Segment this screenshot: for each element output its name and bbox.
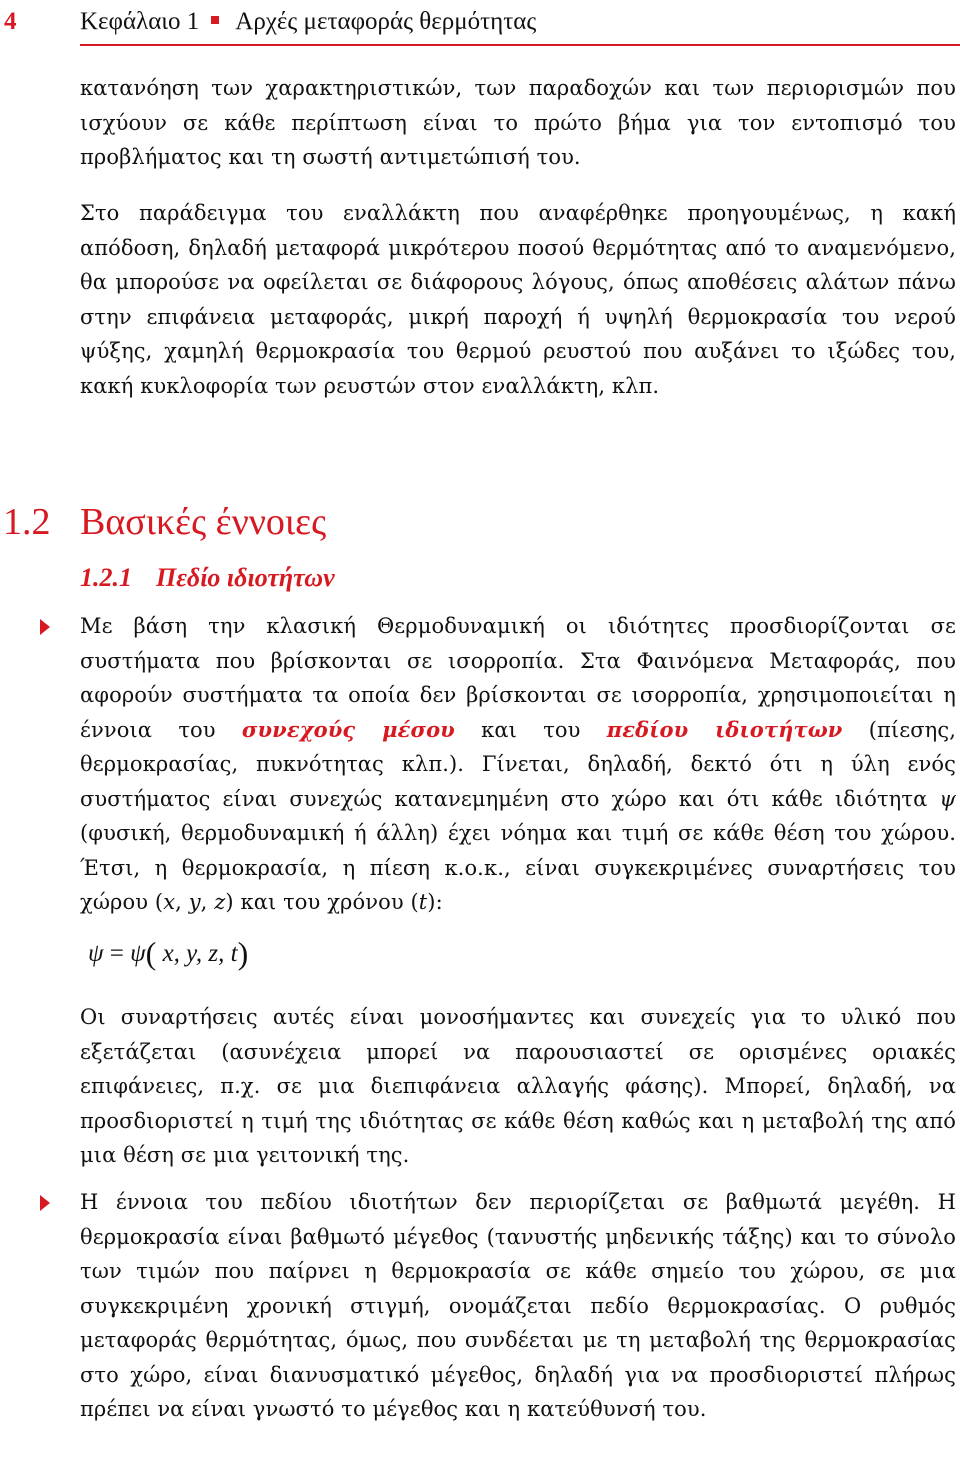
eq-function: ψ — [130, 940, 146, 967]
text-run: ) και του χρόνου ( — [225, 890, 419, 914]
paragraph-exchanger-example: Στο παράδειγμα του εναλλάκτη που αναφέρθηκε προηγουμένως, η κακή απόδοση, δηλαδή μεταφορά μικρότερου ποσού θερμότητας από το αναμενόμενο, θα μπορούσε να οφείλεται σε διάφορους λόγους, όπως αποθέσεις αλάτων πάνω στην επιφάνεια μεταφοράς, μικρή παροχή ή υψηλή θερμοκρασία του νερού ψύξης, χαμηλή θερμοκρασία του θερμού ρευστού που αυξάνει το ιξώδες του, κακή κυκλοφορία των ρευστών στον εναλλάκτη, κλπ. — [80, 201, 956, 398]
paragraph-intro-continuation: κατανόηση των χαρακτηριστικών, των παραδοχών και των περιορισμών που ισχύουν σε κάθε περίπτωση είναι το πρώτο βήμα για τον εντοπισμό του προβλήματος και τη σωστή αντιμετώπισή του. — [80, 76, 956, 169]
header-rule — [80, 44, 960, 46]
text-run: , — [200, 890, 215, 914]
eq-lhs: ψ — [88, 940, 104, 967]
symbol-psi: ψ — [939, 786, 956, 811]
section-heading — [3, 500, 327, 544]
subsection-title: Πεδίο ιδιοτήτων — [156, 563, 335, 592]
symbol-y: y — [188, 890, 201, 914]
page-header — [0, 2, 960, 42]
subsection-heading — [80, 563, 335, 593]
square-bullet-icon — [211, 16, 219, 24]
equation-psi — [88, 935, 248, 972]
eq-arguments: x, y, z, t — [156, 940, 238, 967]
symbol-t: t — [418, 890, 428, 914]
text-run: (φυσική, θερμοδυναμική ή άλλη) έχει νόημα και τιμή σε κάθε θέση του χώρου. Έτσι, η θερμοκρασία, η πίεση κ.ο.κ., είναι συγκεκριμένες συναρτήσεις του χώρου ( — [80, 821, 956, 914]
symbol-x: x — [163, 890, 176, 914]
chapter-title: Αρχές μεταφοράς θερμότητας — [235, 8, 537, 35]
paragraph-vector-fields: Η έννοια του πεδίου ιδιοτήτων δεν περιορίζεται σε βαθμωτά μεγέθη. Η θερμοκρασία είναι βαθμωτό μέγεθος (τανυστής μηδενικής τάξης) και το σύνολο των τιμών που παίρνει η θερμοκρασία σε κάθε σημείο του χώρου, σε μια συγκεκριμένη χρονική στιγμή, ονομάζεται πεδίο θερμοκρασίας. Ο ρυθμός μεταφοράς θερμότητας, όμως, που συνδέεται με τη μεταβολή της θερμοκρασίας στο χώρο, είναι διανυσματικό μέγεθος, δηλαδή για να προσδιοριστεί πλήρως πρέπει να είναι γνωστό το μέγεθος και η κατεύθυνσή του. — [80, 1190, 956, 1421]
section-number: 1.2 — [3, 501, 51, 543]
eq-close-paren: ) — [237, 935, 249, 971]
triangle-bullet-icon — [40, 619, 50, 635]
running-title — [80, 2, 536, 42]
text-run: (πίεσης, θερμοκρασίας, πυκνότητας κλπ.). Γίνεται, δηλαδή, δεκτό ότι η ύλη ενός συστήματος είναι συνεχώς κατανεμημένη στο χώρο και ότι κάθε ιδιότητα — [80, 717, 956, 811]
eq-equals: = — [103, 940, 131, 967]
text-run: και του — [454, 717, 607, 742]
paragraph-continuity: Οι συναρτήσεις αυτές είναι μονοσήμαντες και συνεχείς για το υλικό που εξετάζεται (ασυνέχεια μπορεί να παρουσιαστεί σε ορισμένες οριακές επιφάνειες, π.χ. σε μια διεπιφάνεια αλλαγής φάσης). Μπορεί, δηλαδή, να προσδιοριστεί η τιμή της ιδιότητας σε κάθε θέση καθώς και η μεταβολή της από μια θέση σε μια γειτονική της. — [80, 1005, 956, 1167]
triangle-bullet-icon — [40, 1195, 50, 1211]
text-run: Με βάση την κλασική Θερμοδυναμική οι ιδιότητες προσδιορίζονται σε συστήματα που βρίσκονται σε ισορροπία. Στα Φαινόμενα Μεταφοράς, που αφορούν συστήματα τα οποία δεν βρίσκονται σε ισορροπία, χρησιμοποιείται η έννοια του — [80, 614, 956, 742]
term-property-field: πεδίου ιδιοτήτων — [606, 716, 843, 742]
text-run: , — [175, 890, 189, 914]
term-continuum: συνεχούς μέσου — [241, 716, 455, 742]
symbol-z: z — [214, 890, 226, 914]
paragraph-property-field — [80, 609, 956, 920]
subsection-number: 1.2.1 — [80, 563, 132, 592]
section-title: Βασικές έννοιες — [80, 501, 327, 543]
chapter-label: Κεφάλαιο 1 — [80, 8, 200, 35]
text-run: ): — [427, 890, 443, 914]
page-number: 4 — [4, 8, 17, 35]
eq-open-paren: ( — [145, 935, 157, 971]
